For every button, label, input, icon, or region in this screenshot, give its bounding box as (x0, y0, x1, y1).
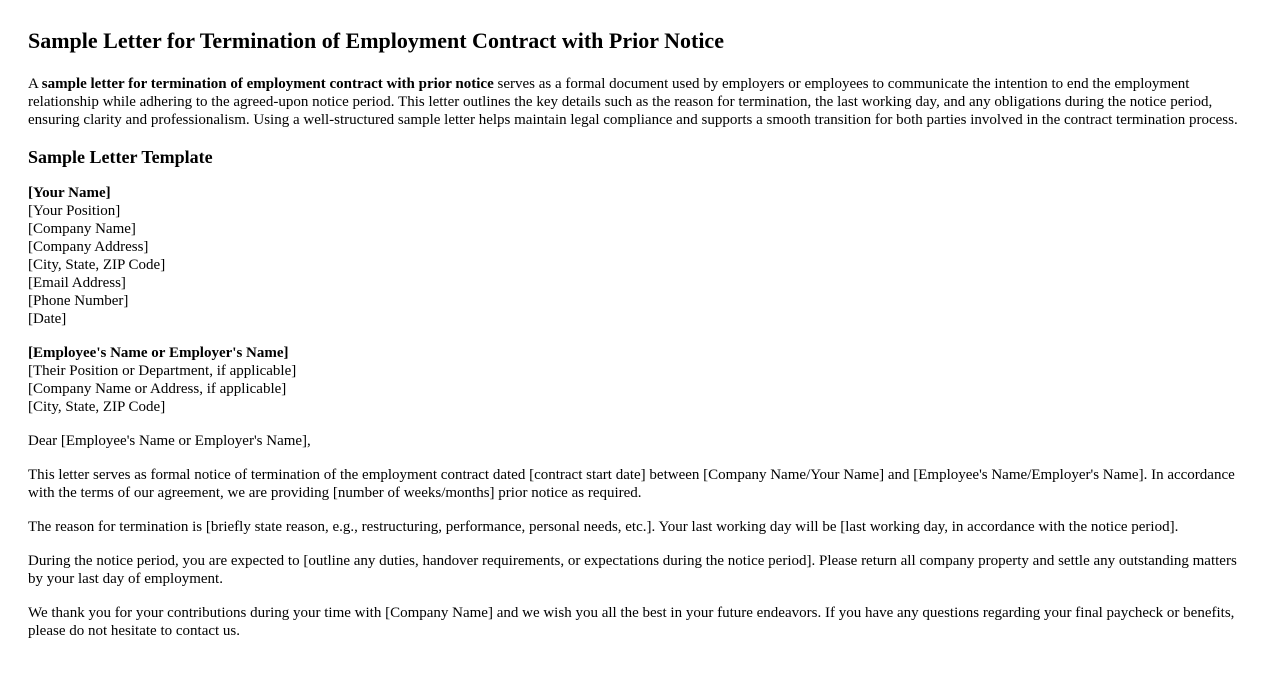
sender-line: [Your Position] (28, 203, 121, 219)
document-page (0, 28, 1278, 640)
sender-line: [Company Name] (28, 221, 136, 237)
recipient-line: [City, State, ZIP Code] (28, 399, 166, 415)
sender-block (28, 184, 1250, 328)
sender-line: [Email Address] (28, 275, 126, 291)
sender-line: [Date] (28, 311, 67, 327)
sender-line: [Phone Number] (28, 293, 129, 309)
page-title: Sample Letter for Termination of Employment Contract with Prior Notice (28, 28, 724, 53)
template-heading: Sample Letter Template (28, 147, 213, 167)
intro-prefix: A (28, 76, 42, 92)
body-paragraph: During the notice period, you are expected to [outline any duties, handover requirements, or expectations during the notice period]. Please return all company property and settle any outstanding matters by your last day of employment. (28, 553, 1237, 587)
sender-line: [Company Address] (28, 239, 149, 255)
recipient-line: [Their Position or Department, if applicable] (28, 363, 297, 379)
intro-paragraph (28, 75, 1250, 129)
recipient-line: [Company Name or Address, if applicable] (28, 381, 287, 397)
body-paragraph: This letter serves as formal notice of termination of the employment contract dated [contract start date] between [Company Name/Your Name] and [Employee's Name/Employer's Name]. In accordance with the terms of our agreement, we are providing [number of weeks/months] prior notice as required. (28, 467, 1235, 501)
recipient-block (28, 344, 1250, 416)
intro-rest: serves as a formal document used by employers or employees to communicate the intention to end the employment relationship while adhering to the agreed-upon notice period. This letter outlines the key details such as the reason for termination, the last working day, and any obligations during the notice period, ensuring clarity and professionalism. Using a well-structured sample letter helps maintain legal compliance and supports a smooth transition for both parties involved in the contract termination process. (28, 76, 1238, 128)
recipient-name: [Employee's Name or Employer's Name] (28, 345, 289, 361)
salutation: Dear [Employee's Name or Employer's Name], (28, 433, 311, 449)
intro-bold-phrase: sample letter for termination of employment contract with prior notice (41, 76, 494, 92)
body-paragraph: We thank you for your contributions during your time with [Company Name] and we wish you all the best in your future endeavors. If you have any questions regarding your final paycheck or benefits, please do not hesitate to contact us. (28, 605, 1235, 639)
sender-line: [City, State, ZIP Code] (28, 257, 166, 273)
body-paragraph: The reason for termination is [briefly state reason, e.g., restructuring, performance, personal needs, etc.]. Your last working day will be [last working day, in accordance with the notice period]. (28, 519, 1179, 535)
sender-name: [Your Name] (28, 185, 111, 201)
